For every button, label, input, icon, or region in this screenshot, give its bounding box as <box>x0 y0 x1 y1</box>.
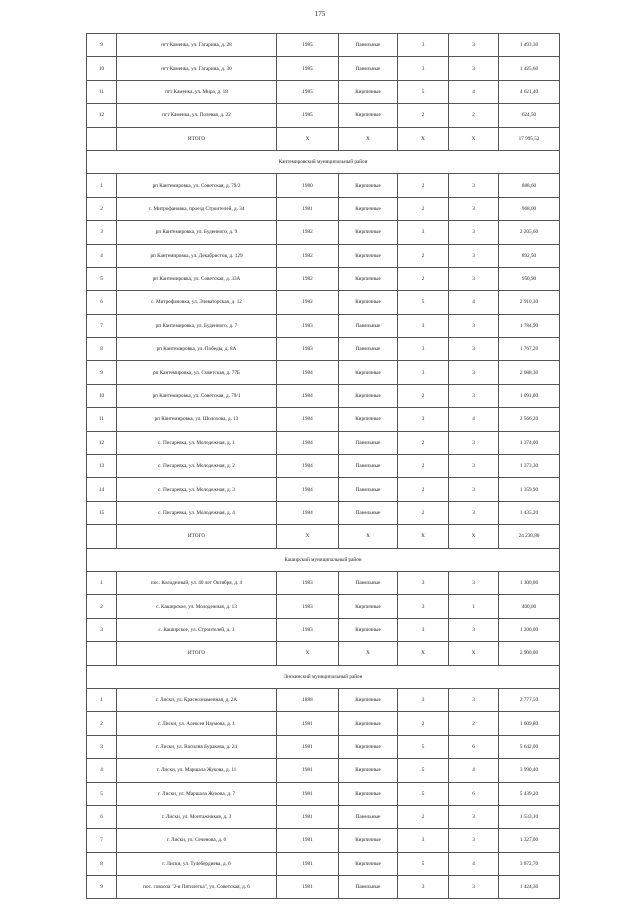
address-cell: рп Кантемировка, ул. Шолохова, д. 13 <box>117 408 277 431</box>
total-label: ИТОГО <box>117 525 277 548</box>
entrances-cell: 3 <box>449 501 499 524</box>
row-number: 2 <box>87 197 117 220</box>
address-cell: рп Кантемировка, ул. Буденного, д. 7 <box>117 314 277 337</box>
floors-cell: 5 <box>398 735 449 758</box>
year-cell: 1985 <box>277 34 339 57</box>
floors-cell: 5 <box>398 759 449 782</box>
material-cell: Панельные <box>339 57 398 80</box>
address-cell: пос. совхоза "2-я Пятилетка", ул. Советская, д. 6 <box>117 876 277 899</box>
address-cell: г. Лиски, ул. Маршала Жукова, д. 11 <box>117 759 277 782</box>
area-cell: 1 609,80 <box>499 712 560 735</box>
table-row <box>87 782 560 805</box>
total-floors: X <box>398 642 449 665</box>
material-cell: Кирпичные <box>339 782 398 805</box>
year-cell: 1982 <box>277 291 339 314</box>
entrances-cell: 3 <box>449 571 499 594</box>
area-cell: 4 621,40 <box>499 80 560 103</box>
material-cell: Панельные <box>339 805 398 828</box>
row-number: 12 <box>87 104 117 127</box>
entrances-cell: 3 <box>449 361 499 384</box>
area-cell: 888,60 <box>499 174 560 197</box>
area-cell: 1 784,90 <box>499 314 560 337</box>
material-cell: Кирпичные <box>339 852 398 875</box>
address-cell: с. Писаревка, ул. Молодежная, д. 1 <box>117 431 277 454</box>
row-number: 14 <box>87 478 117 501</box>
table-row <box>87 361 560 384</box>
area-cell: 2 205,60 <box>499 221 560 244</box>
address-cell: г. Лиски, ул. Тулебердиева, д. 6 <box>117 852 277 875</box>
year-cell: 1982 <box>277 267 339 290</box>
table-row <box>87 852 560 875</box>
area-cell: 2 088,30 <box>499 361 560 384</box>
table-row <box>87 829 560 852</box>
area-cell: 1 374,00 <box>499 431 560 454</box>
row-number: 15 <box>87 501 117 524</box>
address-cell: г. Лиски, ул. Монтажников, д. 3 <box>117 805 277 828</box>
material-cell: Кирпичные <box>339 735 398 758</box>
total-year: X <box>277 127 339 150</box>
table-row <box>87 314 560 337</box>
year-cell: 1985 <box>277 104 339 127</box>
row-number: 3 <box>87 221 117 244</box>
floors-cell: 2 <box>398 384 449 407</box>
year-cell: 1888 <box>277 688 339 711</box>
year-cell: 1981 <box>277 805 339 828</box>
entrances-cell: 2 <box>449 104 499 127</box>
total-blank-cell <box>87 642 117 665</box>
floors-cell: 3 <box>398 595 449 618</box>
floors-cell: 2 <box>398 104 449 127</box>
area-cell: 1 424,30 <box>499 876 560 899</box>
material-cell: Панельные <box>339 501 398 524</box>
table-row <box>87 384 560 407</box>
year-cell: 1982 <box>277 221 339 244</box>
entrances-cell: 3 <box>449 197 499 220</box>
entrances-cell: 3 <box>449 338 499 361</box>
floors-cell: 3 <box>398 221 449 244</box>
material-cell: Кирпичные <box>339 291 398 314</box>
row-number: 4 <box>87 759 117 782</box>
material-cell: Кирпичные <box>339 267 398 290</box>
year-cell: 1984 <box>277 384 339 407</box>
material-cell: Кирпичные <box>339 80 398 103</box>
floors-cell: 2 <box>398 267 449 290</box>
year-cell: 1984 <box>277 431 339 454</box>
entrances-cell: 4 <box>449 408 499 431</box>
year-cell: 1981 <box>277 735 339 758</box>
section-title: Лискинский муниципальный район <box>87 665 560 688</box>
table-row <box>87 618 560 641</box>
address-cell: рп Кантемировка, ул. Советская, д. 79/2 <box>117 174 277 197</box>
row-number: 10 <box>87 57 117 80</box>
address-cell: пгт Каменка, ул. Гагарина, д. 28 <box>117 34 277 57</box>
row-number: 7 <box>87 829 117 852</box>
table-row <box>87 595 560 618</box>
entrances-cell: 3 <box>449 455 499 478</box>
entrances-cell: 3 <box>449 805 499 828</box>
material-cell: Кирпичные <box>339 595 398 618</box>
total-entrances: X <box>449 127 499 150</box>
material-cell: Кирпичные <box>339 174 398 197</box>
table-row <box>87 197 560 220</box>
total-floors: X <box>398 127 449 150</box>
row-number: 3 <box>87 618 117 641</box>
total-area: 24 230,80 <box>499 525 560 548</box>
year-cell: 1981 <box>277 829 339 852</box>
total-row <box>87 525 560 548</box>
table-row <box>87 34 560 57</box>
row-number: 2 <box>87 595 117 618</box>
table-row <box>87 501 560 524</box>
address-cell: с. Писаревка, ул. Молодежная, д. 4 <box>117 501 277 524</box>
address-cell: пгт Каменка, ул. Полевая, д. 22 <box>117 104 277 127</box>
entrances-cell: 6 <box>449 782 499 805</box>
address-cell: г. Лиски, ул. Маршала Жукова, д. 7 <box>117 782 277 805</box>
floors-cell: 3 <box>398 688 449 711</box>
entrances-cell: 3 <box>449 618 499 641</box>
row-number: 9 <box>87 876 117 899</box>
entrances-cell: 4 <box>449 291 499 314</box>
entrances-cell: 3 <box>449 221 499 244</box>
area-cell: 1 493,30 <box>499 34 560 57</box>
floors-cell: 3 <box>398 618 449 641</box>
row-number: 5 <box>87 782 117 805</box>
area-cell: 624,50 <box>499 104 560 127</box>
material-cell: Кирпичные <box>339 829 398 852</box>
floors-cell: 2 <box>398 244 449 267</box>
address-cell: г. Лиски, ул. Сеченова, д. 6 <box>117 829 277 852</box>
area-cell: 5 642,00 <box>499 735 560 758</box>
section-header-row <box>87 150 560 173</box>
total-row <box>87 127 560 150</box>
floors-cell: 2 <box>398 501 449 524</box>
floors-cell: 3 <box>398 408 449 431</box>
floors-cell: 5 <box>398 291 449 314</box>
row-number: 1 <box>87 571 117 594</box>
entrances-cell: 3 <box>449 431 499 454</box>
floors-cell: 3 <box>398 571 449 594</box>
year-cell: 1984 <box>277 501 339 524</box>
row-number: 9 <box>87 34 117 57</box>
floors-cell: 3 <box>398 829 449 852</box>
material-cell: Панельные <box>339 478 398 501</box>
address-cell: пгт Каменка, ул. Гагарина, д. 30 <box>117 57 277 80</box>
year-cell: 1981 <box>277 852 339 875</box>
area-cell: 1 327,00 <box>499 829 560 852</box>
floors-cell: 3 <box>398 57 449 80</box>
area-cell: 968,00 <box>499 197 560 220</box>
row-number: 12 <box>87 431 117 454</box>
year-cell: 1983 <box>277 338 339 361</box>
address-cell: пгт Каменка, ул. Мира, д. 18 <box>117 80 277 103</box>
area-cell: 1 425,60 <box>499 57 560 80</box>
address-cell: г. Лиски, ул. Краснознаменная, д. 2А <box>117 688 277 711</box>
row-number: 1 <box>87 688 117 711</box>
floors-cell: 2 <box>398 431 449 454</box>
table-row <box>87 759 560 782</box>
material-cell: Панельные <box>339 338 398 361</box>
material-cell: Панельные <box>339 431 398 454</box>
entrances-cell: 6 <box>449 735 499 758</box>
area-cell: 1 300,00 <box>499 571 560 594</box>
entrances-cell: 3 <box>449 57 499 80</box>
material-cell: Кирпичные <box>339 759 398 782</box>
table-row <box>87 431 560 454</box>
total-blank-cell <box>87 127 117 150</box>
row-number: 6 <box>87 291 117 314</box>
floors-cell: 2 <box>398 174 449 197</box>
entrances-cell: 3 <box>449 829 499 852</box>
year-cell: 1984 <box>277 478 339 501</box>
row-number: 1 <box>87 174 117 197</box>
page-number: 175 <box>314 10 326 18</box>
total-year: X <box>277 642 339 665</box>
row-number: 3 <box>87 735 117 758</box>
total-material: X <box>339 642 398 665</box>
table-row <box>87 688 560 711</box>
floors-cell: 5 <box>398 80 449 103</box>
area-cell: 1 200,00 <box>499 618 560 641</box>
material-cell: Панельные <box>339 314 398 337</box>
material-cell: Панельные <box>339 455 398 478</box>
area-cell: 1 767,20 <box>499 338 560 361</box>
material-cell: Кирпичные <box>339 712 398 735</box>
floors-cell: 2 <box>398 805 449 828</box>
table-row <box>87 174 560 197</box>
floors-cell: 3 <box>398 876 449 899</box>
entrances-cell: 3 <box>449 478 499 501</box>
area-cell: 1 373,30 <box>499 455 560 478</box>
entrances-cell: 3 <box>449 34 499 57</box>
table-row <box>87 267 560 290</box>
entrances-cell: 3 <box>449 244 499 267</box>
area-cell: 1 091,00 <box>499 384 560 407</box>
address-cell: пос. Колодезный, ул. 40 лет Октября, д. 4 <box>117 571 277 594</box>
area-cell: 3 990,40 <box>499 759 560 782</box>
area-cell: 400,00 <box>499 595 560 618</box>
year-cell: 1985 <box>277 80 339 103</box>
year-cell: 1982 <box>277 244 339 267</box>
material-cell: Кирпичные <box>339 221 398 244</box>
year-cell: 1983 <box>277 618 339 641</box>
entrances-cell: 4 <box>449 759 499 782</box>
section-header-row <box>87 665 560 688</box>
row-number: 11 <box>87 80 117 103</box>
material-cell: Кирпичные <box>339 104 398 127</box>
material-cell: Панельные <box>339 876 398 899</box>
entrances-cell: 3 <box>449 314 499 337</box>
total-material: X <box>339 525 398 548</box>
material-cell: Кирпичные <box>339 688 398 711</box>
year-cell: 1984 <box>277 408 339 431</box>
material-cell: Панельные <box>339 571 398 594</box>
year-cell: 1981 <box>277 712 339 735</box>
floors-cell: 2 <box>398 197 449 220</box>
row-number: 10 <box>87 384 117 407</box>
table-row <box>87 735 560 758</box>
entrances-cell: 3 <box>449 876 499 899</box>
area-cell: 2 566,20 <box>499 408 560 431</box>
entrances-cell: 1 <box>449 595 499 618</box>
total-material: X <box>339 127 398 150</box>
table-row <box>87 338 560 361</box>
address-cell: с. Митрофановка, ул. Элеваторская, д. 12 <box>117 291 277 314</box>
address-cell: г. Лиски, ул. Алексея Наумова, д. 1 <box>117 712 277 735</box>
total-entrances: X <box>449 642 499 665</box>
year-cell: 1983 <box>277 314 339 337</box>
floors-cell: 3 <box>398 34 449 57</box>
floors-cell: 3 <box>398 361 449 384</box>
area-cell: 1 359,90 <box>499 478 560 501</box>
year-cell: 1981 <box>277 876 339 899</box>
address-cell: с. Писаревка, ул. Молодежная, д. 3 <box>117 478 277 501</box>
row-number: 8 <box>87 338 117 361</box>
total-area: 2 900,00 <box>499 642 560 665</box>
total-label: ИТОГО <box>117 127 277 150</box>
total-label: ИТОГО <box>117 642 277 665</box>
row-number: 4 <box>87 244 117 267</box>
table-row <box>87 80 560 103</box>
material-cell: Кирпичные <box>339 361 398 384</box>
material-cell: Кирпичные <box>339 408 398 431</box>
section-title: Каширский муниципальный район <box>87 548 560 571</box>
year-cell: 1984 <box>277 361 339 384</box>
total-floors: X <box>398 525 449 548</box>
floors-cell: 2 <box>398 478 449 501</box>
floors-cell: 5 <box>398 852 449 875</box>
table-row <box>87 57 560 80</box>
table-row <box>87 244 560 267</box>
table-row <box>87 876 560 899</box>
row-number: 6 <box>87 805 117 828</box>
address-cell: с. Митрофановка, проезд Строителей, д. 34 <box>117 197 277 220</box>
section-header-row <box>87 548 560 571</box>
floors-cell: 3 <box>398 338 449 361</box>
table-body <box>87 34 560 899</box>
total-year: X <box>277 525 339 548</box>
address-cell: рп Кантемировка, ул. Советская, д. 79/1 <box>117 384 277 407</box>
row-number: 5 <box>87 267 117 290</box>
area-cell: 2 910,30 <box>499 291 560 314</box>
material-cell: Кирпичные <box>339 618 398 641</box>
section-title: Кантемировский муниципальный район <box>87 150 560 173</box>
year-cell: 1981 <box>277 782 339 805</box>
entrances-cell: 3 <box>449 688 499 711</box>
area-cell: 950,90 <box>499 267 560 290</box>
row-number: 9 <box>87 361 117 384</box>
table-row <box>87 408 560 431</box>
year-cell: 1984 <box>277 455 339 478</box>
table-row <box>87 455 560 478</box>
area-cell: 1 533,10 <box>499 805 560 828</box>
floors-cell: 5 <box>398 782 449 805</box>
address-cell: рп Кантемировка, ул. Победы, д. 8А <box>117 338 277 361</box>
address-cell: с. Писаревка, ул. Молодежная, д. 2 <box>117 455 277 478</box>
total-entrances: X <box>449 525 499 548</box>
table-row <box>87 571 560 594</box>
area-cell: 892,50 <box>499 244 560 267</box>
entrances-cell: 3 <box>449 267 499 290</box>
table-row <box>87 104 560 127</box>
total-area: 17 995,52 <box>499 127 560 150</box>
row-number: 11 <box>87 408 117 431</box>
table-row <box>87 712 560 735</box>
year-cell: 1983 <box>277 571 339 594</box>
address-cell: рп Кантемировка, ул. Советская, д. 77Б <box>117 361 277 384</box>
row-number: 13 <box>87 455 117 478</box>
table-row <box>87 478 560 501</box>
address-cell: рп Кантемировка, ул. Декабристов, д. 129 <box>117 244 277 267</box>
area-cell: 3 872,70 <box>499 852 560 875</box>
row-number: 7 <box>87 314 117 337</box>
housing-table <box>86 33 560 899</box>
year-cell: 1981 <box>277 759 339 782</box>
material-cell: Кирпичные <box>339 244 398 267</box>
entrances-cell: 4 <box>449 80 499 103</box>
entrances-cell: 3 <box>449 174 499 197</box>
total-row <box>87 642 560 665</box>
area-cell: 5 439,20 <box>499 782 560 805</box>
address-cell: г. Лиски, ул. Василия Буракова, д. 24 <box>117 735 277 758</box>
year-cell: 1980 <box>277 174 339 197</box>
address-cell: рп Кантемировка, ул. Буденного, д. 9 <box>117 221 277 244</box>
address-cell: с. Каширское, ул. Молодежная, д. 13 <box>117 595 277 618</box>
entrances-cell: 3 <box>449 384 499 407</box>
table-row <box>87 805 560 828</box>
table-row <box>87 221 560 244</box>
floors-cell: 2 <box>398 455 449 478</box>
area-cell: 1 435,20 <box>499 501 560 524</box>
table-row <box>87 291 560 314</box>
row-number: 8 <box>87 852 117 875</box>
material-cell: Панельные <box>339 34 398 57</box>
address-cell: с. Каширское, ул. Строителей, д. 1 <box>117 618 277 641</box>
year-cell: 1983 <box>277 595 339 618</box>
year-cell: 1981 <box>277 197 339 220</box>
row-number: 2 <box>87 712 117 735</box>
floors-cell: 2 <box>398 712 449 735</box>
entrances-cell: 4 <box>449 852 499 875</box>
area-cell: 2 777,50 <box>499 688 560 711</box>
entrances-cell: 2 <box>449 712 499 735</box>
material-cell: Кирпичные <box>339 384 398 407</box>
total-blank-cell <box>87 525 117 548</box>
material-cell: Кирпичные <box>339 197 398 220</box>
year-cell: 1985 <box>277 57 339 80</box>
floors-cell: 3 <box>398 314 449 337</box>
address-cell: рп Кантемировка, ул. Советская, д. 33А <box>117 267 277 290</box>
